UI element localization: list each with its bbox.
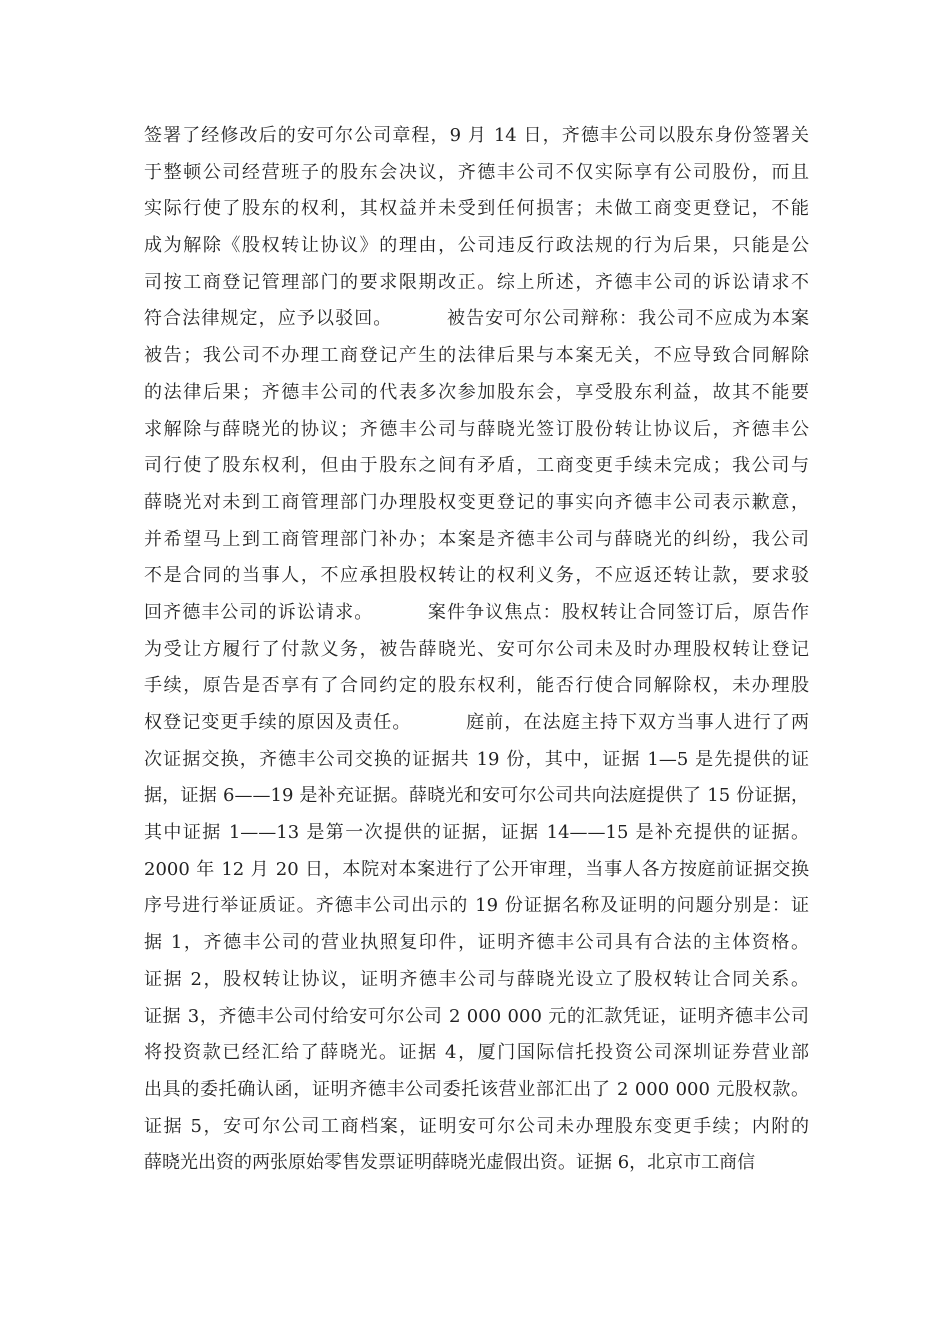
text-line: 的法律后果；齐德丰公司的代表多次参加股东会，享受股东利益，故其不能要 [144, 381, 809, 403]
text-line: 证据 2，股权转让协议，证明齐德丰公司与薛晓光设立了股权转让合同关系。 [144, 968, 809, 990]
text-line: 权登记变更手续的原因及责任。 庭前，在法庭主持下双方当事人进行了两 [144, 712, 809, 733]
text-line: 其中证据 1——13 是第一次提供的证据，证据 14——15 是补充提供的证据。 [144, 822, 809, 844]
text-line: 并希望马上到工商管理部门补办；本案是齐德丰公司与薛晓光的纠纷，我公司 [144, 528, 809, 550]
text-line: 2000 年 12 月 20 日，本院对本案进行了公开审理，当事人各方按庭前证据交换 [144, 858, 809, 880]
text-line: 薛晓光对未到工商管理部门办理股权变更登记的事实向齐德丰公司表示歉意， [144, 491, 809, 513]
text-line: 据，证据 6——19 是补充证据。薛晓光和安可尔公司共向法庭提供了 15 份证据， [144, 785, 809, 807]
text-line: 于整顿公司经营班子的股东会决议，齐德丰公司不仅实际享有公司股份，而且 [144, 161, 809, 183]
text-line: 签署了经修改后的安可尔公司章程，9 月 14 日，齐德丰公司以股东身份签署关 [144, 125, 809, 146]
text-line: 不是合同的当事人，不应承担股权转让的权利义务，不应返还转让款，要求驳 [144, 565, 809, 587]
text-line: 出具的委托确认函，证明齐德丰公司委托该营业部汇出了 2 000 000 元股权款。 [144, 1078, 809, 1100]
text-line: 次证据交换，齐德丰公司交换的证据共 19 份，其中，证据 1—5 是先提供的证 [144, 748, 809, 770]
text-line: 据 1，齐德丰公司的营业执照复印件，证明齐德丰公司具有合法的主体资格。 [144, 932, 809, 954]
document-body-text [144, 118, 809, 1182]
text-line: 手续，原告是否享有了合同约定的股东权利，能否行使合同解除权，未办理股 [144, 675, 809, 697]
text-line: 序号进行举证质证。齐德丰公司出示的 19 份证据名称及证明的问题分别是：证 [144, 895, 809, 917]
text-line: 被告；我公司不办理工商登记产生的法律后果与本案无关，不应导致合同解除 [144, 345, 809, 367]
text-line: 成为解除《股权转让协议》的理由，公司违反行政法规的行为后果，只能是公 [144, 235, 809, 257]
text-line: 司按工商登记管理部门的要求限期改正。综上所述，齐德丰公司的诉讼请求不 [144, 271, 809, 293]
text-line: 将投资款已经汇给了薛晓光。证据 4，厦门国际信托投资公司深圳证券营业部 [144, 1042, 809, 1064]
text-line: 求解除与薛晓光的协议；齐德丰公司与薛晓光签订股份转让协议后，齐德丰公 [144, 418, 809, 440]
text-line: 司行使了股东权利，但由于股东之间有矛盾，工商变更手续未完成；我公司与 [144, 455, 809, 477]
text-line: 实际行使了股东的权利，其权益并未受到任何损害；未做工商变更登记，不能 [144, 198, 809, 220]
text-line: 证据 3，齐德丰公司付给安可尔公司 2 000 000 元的汇款凭证，证明齐德丰公司 [144, 1005, 809, 1027]
text-line: 证据 5，安可尔公司工商档案，证明安可尔公司未办理股东变更手续；内附的 [144, 1115, 809, 1137]
text-line: 符合法律规定，应予以驳回。 被告安可尔公司辩称：我公司不应成为本案 [144, 308, 809, 330]
text-line: 回齐德丰公司的诉讼请求。 案件争议焦点：股权转让合同签订后，原告作 [144, 601, 809, 623]
text-line: 为受让方履行了付款义务，被告薛晓光、安可尔公司未及时办理股权转让登记 [144, 638, 809, 660]
text-line: 薛晓光出资的两张原始零售发票证明薛晓光虚假出资。证据 6，北京市工商信 [144, 1152, 756, 1174]
